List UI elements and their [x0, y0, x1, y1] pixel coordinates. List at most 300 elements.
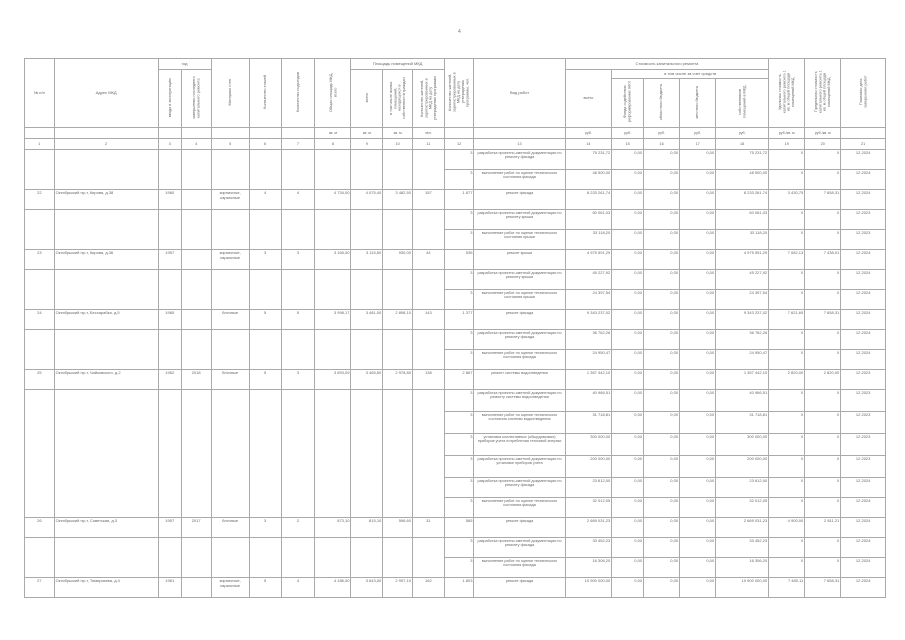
cost-regional: 0,00: [644, 558, 680, 578]
planned-date: 12.2023: [841, 412, 886, 434]
address: [54, 498, 158, 518]
work-type: ремонт фасада: [474, 310, 565, 330]
cost-total: 1 357 442,10: [565, 370, 612, 390]
cost-regional: 0,00: [644, 434, 680, 456]
cost-regional: 0,00: [644, 538, 680, 558]
address: [54, 538, 158, 558]
limit-cost: X: [805, 230, 841, 250]
address: [54, 170, 158, 190]
area-total: [351, 210, 383, 230]
area-owned: [383, 270, 413, 290]
area-owned: [383, 498, 413, 518]
row-number: [25, 434, 55, 456]
header-entrances: Количество подъездов: [281, 59, 315, 128]
wall-material: [211, 390, 249, 412]
area-total-mkd: [315, 434, 351, 456]
column-number: 11: [412, 139, 444, 150]
year-last-repair: [181, 210, 211, 230]
code: 3: [444, 412, 474, 434]
area-owned: [383, 230, 413, 250]
column-number: 9: [351, 139, 383, 150]
floors: [249, 150, 281, 170]
year-last-repair: [181, 350, 211, 370]
area-total: 815,10: [351, 518, 383, 538]
wall-material: [211, 498, 249, 518]
column-numbers-row: [25, 139, 886, 150]
planned-date: 12.2023: [841, 434, 886, 456]
cost-regional: 0,00: [644, 290, 680, 310]
table-body: [25, 150, 886, 598]
area-owned: [383, 290, 413, 310]
table-row: [25, 478, 886, 498]
cost-total: 60 061,03: [565, 210, 612, 230]
area-total: 3 115,50: [351, 250, 383, 270]
year-built: 1962: [158, 370, 181, 390]
address: [54, 456, 158, 478]
cost-regional: 0,00: [644, 330, 680, 350]
area-total: [351, 538, 383, 558]
year-built: [158, 434, 181, 456]
cost-regional: 0,00: [644, 578, 680, 598]
cost-fund: 0,00: [612, 270, 644, 290]
specific-cost: 7 082,13: [769, 250, 805, 270]
residents: 44: [412, 250, 444, 270]
year-built: [158, 230, 181, 250]
column-number: 12: [444, 139, 474, 150]
year-built: 1957: [158, 518, 181, 538]
unit-cell: [211, 128, 249, 139]
cost-fund: 0,00: [612, 478, 644, 498]
wall-material: [211, 230, 249, 250]
header-number: № п/п: [25, 59, 55, 128]
cost-fund: 0,00: [612, 250, 644, 270]
area-total: [351, 434, 383, 456]
area-owned: 2 978,80: [383, 370, 413, 390]
cost-local: 0,00: [680, 350, 716, 370]
wall-material: кирпичные, каркасные: [211, 250, 249, 270]
limit-cost: X: [805, 270, 841, 290]
specific-cost: X: [769, 558, 805, 578]
limit-cost: X: [805, 350, 841, 370]
unit-cell: [25, 128, 55, 139]
floors: [249, 558, 281, 578]
cost-regional: 0,00: [644, 350, 680, 370]
work-type: разработка проектно-сметной документации по ремонту фасада: [474, 478, 565, 498]
year-last-repair: [181, 456, 211, 478]
limit-cost: 7 658,31: [805, 190, 841, 210]
specific-cost: 4 900,00: [769, 518, 805, 538]
limit-cost: X: [805, 330, 841, 350]
address: Октябрьский пр-т, Советская, д.3: [54, 518, 158, 538]
floors: [249, 434, 281, 456]
unit-cell: кв. м: [351, 128, 383, 139]
header-total-area: Общая площадь МКД, всего: [315, 59, 351, 128]
residents: [412, 290, 444, 310]
column-number: 7: [281, 139, 315, 150]
cost-total: 75 231,72: [565, 150, 612, 170]
table-row: [25, 210, 886, 230]
cost-total: 45 227,92: [565, 270, 612, 290]
limit-cost: X: [805, 558, 841, 578]
cost-total: 200 000,00: [565, 456, 612, 478]
table-header: [25, 59, 886, 150]
row-number: [25, 456, 55, 478]
year-built: [158, 498, 181, 518]
code: 1 877: [444, 190, 474, 210]
code: 3: [444, 478, 474, 498]
area-total-mkd: [315, 538, 351, 558]
wall-material: блочные: [211, 310, 249, 330]
area-total-mkd: [315, 456, 351, 478]
column-number: 10: [383, 139, 413, 150]
entrances: [281, 390, 315, 412]
area-total: [351, 456, 383, 478]
cost-regional: 0,00: [644, 518, 680, 538]
address: [54, 434, 158, 456]
cost-fund: 0,00: [612, 370, 644, 390]
code: 3: [444, 350, 474, 370]
limit-cost: 7 438,01: [805, 250, 841, 270]
header-local: местного бюджета: [680, 79, 716, 128]
floors: [249, 230, 281, 250]
cost-regional: 0,00: [644, 150, 680, 170]
year-built: [158, 290, 181, 310]
specific-cost: 7 480,11: [769, 578, 805, 598]
units-row: [25, 128, 886, 139]
area-total-mkd: 3 165,00: [315, 250, 351, 270]
residents: [412, 498, 444, 518]
row-number: [25, 150, 55, 170]
specific-cost: X: [769, 456, 805, 478]
year-last-repair: [181, 150, 211, 170]
cost-regional: 0,00: [644, 230, 680, 250]
cost-fund: 0,00: [612, 498, 644, 518]
cost-regional: 0,00: [644, 456, 680, 478]
column-number: 5: [211, 139, 249, 150]
cost-local: 0,00: [680, 230, 716, 250]
residents: [412, 350, 444, 370]
planned-date: 12.2024: [841, 290, 886, 310]
row-number: 22: [25, 190, 55, 210]
work-type: разработка проектно-сметной документации по установке приборов учета: [474, 456, 565, 478]
cost-owners: 24 950,47: [716, 350, 769, 370]
table-row: [25, 310, 886, 330]
entrances: [281, 330, 315, 350]
code: 565: [444, 518, 474, 538]
specific-cost: 7 621,65: [769, 310, 805, 330]
code: 3: [444, 498, 474, 518]
work-type: выполнение работ по оценке технического состояния фасада: [474, 350, 565, 370]
cost-local: 0,00: [680, 558, 716, 578]
cost-fund: 0,00: [612, 170, 644, 190]
cost-local: 0,00: [680, 150, 716, 170]
cost-fund: 0,00: [612, 350, 644, 370]
cost-owners: 8 233 261,74: [716, 190, 769, 210]
cost-owners: 31 718,81: [716, 412, 769, 434]
row-number: 27: [25, 578, 55, 598]
cost-local: 0,00: [680, 434, 716, 456]
year-last-repair: [181, 498, 211, 518]
header-specific-cost: Удельная стоимость капитального ремонта 1 кв. м общей площади помещений МКД: [769, 59, 805, 128]
header-residents-registered: Количество жителей, зарегистрированных в МКД на дату утверждения программы: [412, 70, 444, 128]
work-type: выполнение работ по оценке технического состояния крыши: [474, 230, 565, 250]
address: Октябрьский пр-т, Бессарабка, д.5: [54, 310, 158, 330]
table-row: [25, 370, 886, 390]
year-last-repair: [181, 558, 211, 578]
cost-fund: 0,00: [612, 310, 644, 330]
cost-owners: 23 612,00: [716, 478, 769, 498]
specific-cost: X: [769, 434, 805, 456]
cost-local: 0,00: [680, 250, 716, 270]
cost-regional: 0,00: [644, 412, 680, 434]
area-total: 3 481,00: [351, 310, 383, 330]
year-built: [158, 350, 181, 370]
header-cost-total: всего: [565, 70, 612, 128]
header-area-owned: в том числе жилых помещений, находящихся в собственности граждан: [383, 70, 413, 128]
cost-local: 0,00: [680, 390, 716, 412]
planned-date: 12.2024: [841, 478, 886, 498]
floors: [249, 290, 281, 310]
table-row: [25, 250, 886, 270]
unit-cell: [841, 128, 886, 139]
table-row: [25, 412, 886, 434]
area-total: [351, 350, 383, 370]
area-total: [351, 230, 383, 250]
address: Октябрьский пр-т, Кирова, д.38: [54, 190, 158, 210]
planned-date: 12.2024: [841, 350, 886, 370]
work-type: ремонт системы водоотведения: [474, 370, 565, 390]
area-total-mkd: 3 893,09: [315, 370, 351, 390]
code: 3: [444, 558, 474, 578]
column-number: 2: [54, 139, 158, 150]
year-last-repair: [181, 538, 211, 558]
wall-material: блочные: [211, 518, 249, 538]
area-owned: [383, 558, 413, 578]
residents: [412, 412, 444, 434]
table-row: [25, 558, 886, 578]
cost-fund: 0,00: [612, 578, 644, 598]
cost-total: 10 900 000,00: [565, 578, 612, 598]
specific-cost: X: [769, 498, 805, 518]
floors: [249, 350, 281, 370]
area-total-mkd: [315, 478, 351, 498]
cost-owners: 10 900 000,00: [716, 578, 769, 598]
area-total-mkd: [315, 150, 351, 170]
cost-regional: 0,00: [644, 250, 680, 270]
wall-material: кирпичные, каркасные: [211, 190, 249, 210]
floors: [249, 270, 281, 290]
entrances: 3: [281, 250, 315, 270]
year-last-repair: [181, 190, 211, 210]
entrances: 3: [281, 370, 315, 390]
cost-local: 0,00: [680, 290, 716, 310]
entrances: 2: [281, 518, 315, 538]
floors: 3: [249, 518, 281, 538]
area-total: 3 465,50: [351, 370, 383, 390]
row-number: [25, 290, 55, 310]
column-number: 16: [644, 139, 680, 150]
residents: [412, 538, 444, 558]
cost-owners: 48 500,00: [716, 170, 769, 190]
area-total-mkd: 873,10: [315, 518, 351, 538]
year-built: [158, 456, 181, 478]
cost-total: 32 012,05: [565, 498, 612, 518]
cost-owners: 4 975 591,29: [716, 250, 769, 270]
cost-fund: 0,00: [612, 518, 644, 538]
cost-owners: 16 306,20: [716, 558, 769, 578]
header-fund: Фонда содействия реформированию ЖКХ: [612, 79, 644, 128]
planned-date: 12.2024: [841, 330, 886, 350]
limit-cost: 7 658,31: [805, 578, 841, 598]
row-number: [25, 270, 55, 290]
limit-cost: X: [805, 170, 841, 190]
cost-total: 8 233 261,74: [565, 190, 612, 210]
code: 3: [444, 210, 474, 230]
cost-total: 33 452,23: [565, 538, 612, 558]
entrances: [281, 210, 315, 230]
cost-total: 4 975 591,29: [565, 250, 612, 270]
unit-cell: руб./кв. м: [805, 128, 841, 139]
area-owned: [383, 170, 413, 190]
row-number: [25, 350, 55, 370]
planned-date: 12.2024: [841, 558, 886, 578]
code: 3: [444, 390, 474, 412]
area-total: [351, 270, 383, 290]
area-total-mkd: 4 734,00: [315, 190, 351, 210]
planned-date: 12.2024: [841, 270, 886, 290]
limit-cost: X: [805, 390, 841, 412]
cost-owners: 33 118,20: [716, 230, 769, 250]
row-number: 24: [25, 310, 55, 330]
residents: [412, 270, 444, 290]
wall-material: [211, 558, 249, 578]
planned-date: 12.2024: [841, 190, 886, 210]
specific-cost: 3 430,75: [769, 190, 805, 210]
area-total-mkd: 4 186,00: [315, 578, 351, 598]
limit-cost: 2 820,00: [805, 370, 841, 390]
area-total-mkd: 3 998,17: [315, 310, 351, 330]
entrances: [281, 456, 315, 478]
year-last-repair: [181, 230, 211, 250]
cost-fund: 0,00: [612, 230, 644, 250]
area-owned: 3 482,50: [383, 190, 413, 210]
cost-local: 0,00: [680, 498, 716, 518]
table-row: [25, 290, 886, 310]
address: [54, 210, 158, 230]
table-row: [25, 350, 886, 370]
residents: [412, 558, 444, 578]
table-row: [25, 578, 886, 598]
work-type: выполнение работ по оценке технического состояния фасада: [474, 498, 565, 518]
wall-material: [211, 210, 249, 230]
planned-date: 12.2024: [841, 150, 886, 170]
area-owned: [383, 210, 413, 230]
residents: 31: [412, 518, 444, 538]
year-built: [158, 558, 181, 578]
cost-total: 23 612,00: [565, 478, 612, 498]
header-address: Адрес МКД: [54, 59, 158, 128]
work-type: выполнение работ по оценке технического состояния крыши: [474, 290, 565, 310]
entrances: [281, 230, 315, 250]
area-owned: [383, 350, 413, 370]
unit-cell: [281, 128, 315, 139]
residents: [412, 210, 444, 230]
wall-material: [211, 330, 249, 350]
address: [54, 270, 158, 290]
area-total-mkd: [315, 230, 351, 250]
area-owned: [383, 330, 413, 350]
unit-cell: руб.: [716, 128, 769, 139]
area-total: [351, 478, 383, 498]
area-owned: 2 898,10: [383, 310, 413, 330]
residents: [412, 170, 444, 190]
year-last-repair: [181, 250, 211, 270]
planned-date: 12.2024: [841, 578, 886, 598]
cost-total: 24 950,47: [565, 350, 612, 370]
unit-cell: кв. м: [383, 128, 413, 139]
limit-cost: X: [805, 456, 841, 478]
cost-total: 300 000,00: [565, 434, 612, 456]
row-number: [25, 330, 55, 350]
entrances: 5: [281, 310, 315, 330]
cost-local: 0,00: [680, 330, 716, 350]
code: 2 867: [444, 370, 474, 390]
table-row: [25, 498, 886, 518]
cost-owners: 1 357 442,10: [716, 370, 769, 390]
cost-fund: 0,00: [612, 330, 644, 350]
cost-local: 0,00: [680, 518, 716, 538]
column-number: 19: [769, 139, 805, 150]
unit-cell: [158, 128, 181, 139]
header-residents: Количество жителей, зарегистрированных в МКД на дату утверждения программы, чел.: [444, 59, 474, 128]
area-owned: [383, 478, 413, 498]
wall-material: [211, 270, 249, 290]
year-built: [158, 390, 181, 412]
cost-owners: 33 452,23: [716, 538, 769, 558]
area-total-mkd: [315, 498, 351, 518]
planned-date: 12.2024: [841, 250, 886, 270]
floors: 5: [249, 370, 281, 390]
entrances: [281, 170, 315, 190]
cost-owners: 60 061,03: [716, 210, 769, 230]
code: 3: [444, 456, 474, 478]
header-work-type: Вид работ: [474, 59, 565, 128]
row-number: [25, 390, 55, 412]
work-type: ремонт фасада: [474, 518, 565, 538]
address: [54, 330, 158, 350]
work-type: разработка проектно-сметной документации по ремонту фасада: [474, 150, 565, 170]
year-last-repair: [181, 434, 211, 456]
area-total: [351, 150, 383, 170]
wall-material: [211, 170, 249, 190]
cost-total: 48 500,00: [565, 170, 612, 190]
cost-local: 0,00: [680, 190, 716, 210]
code: 3: [444, 330, 474, 350]
specific-cost: X: [769, 350, 805, 370]
floors: [249, 498, 281, 518]
header-planned-date: Плановая дата завершения работ: [841, 59, 886, 128]
address: [54, 390, 158, 412]
area-owned: [383, 538, 413, 558]
area-total: [351, 498, 383, 518]
address: Октябрьский пр-т, Кирова, д.36: [54, 250, 158, 270]
residents: [412, 456, 444, 478]
unit-cell: [444, 128, 474, 139]
address: Октябрьский пр-т, Тимирязева, д.4: [54, 578, 158, 598]
table-row: [25, 538, 886, 558]
area-owned: [383, 434, 413, 456]
cost-fund: 0,00: [612, 558, 644, 578]
